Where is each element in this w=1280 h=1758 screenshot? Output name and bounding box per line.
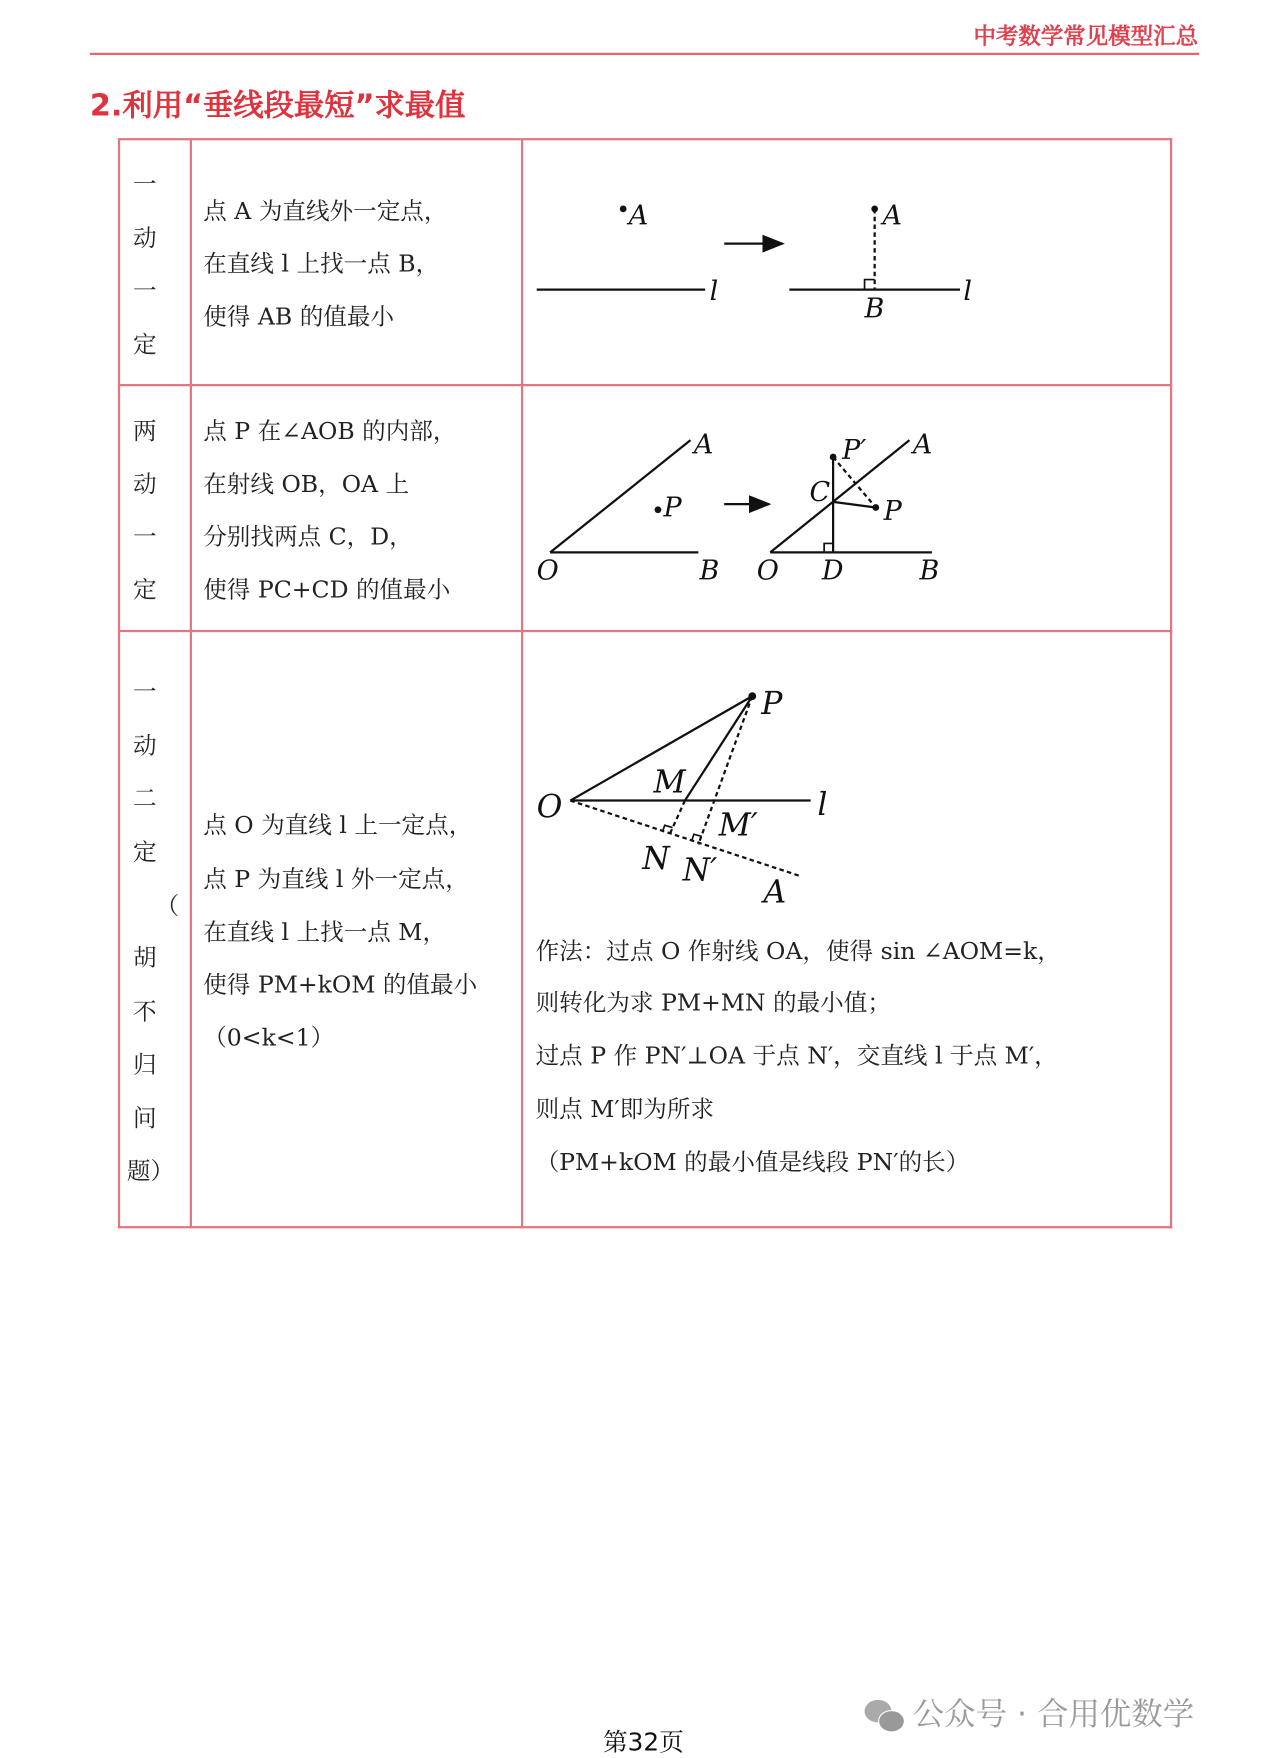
diagram-label: A — [693, 429, 714, 461]
wechat-icon — [865, 1700, 903, 1731]
type-char: 动 — [133, 224, 157, 252]
type-char: 一 — [133, 170, 157, 198]
diagram-label: P — [761, 686, 783, 723]
diagram-row2 — [550, 440, 932, 552]
type-char: 问 — [133, 1104, 157, 1132]
diagram-label: M′ — [718, 807, 758, 844]
type-char: 二 — [133, 784, 157, 812]
type-char: 不 — [133, 998, 157, 1026]
type-char: 一 — [133, 277, 157, 305]
type-char: 胡 — [133, 944, 157, 972]
diagram-label: 公众号 · 合用优数学 — [912, 1695, 1195, 1733]
diagram-label: P — [663, 492, 682, 524]
type-char: 定 — [133, 838, 157, 866]
condition-line: 点 P 在∠AOB 的内部， — [203, 417, 457, 445]
type-char: 归 — [133, 1050, 157, 1078]
type-char: 一 — [133, 678, 157, 706]
diagram-label: N′ — [682, 852, 718, 889]
diagram-label: l — [817, 787, 828, 824]
diagram-label: A — [912, 429, 933, 461]
diagram-label: O — [536, 789, 563, 826]
diagram-label: B — [919, 555, 940, 587]
condition-line: 点 O 为直线 l 上一定点， — [203, 811, 473, 839]
diagram-label: M — [653, 764, 686, 801]
label-l: l — [963, 275, 972, 307]
label-l: l — [709, 275, 719, 307]
type-char: 动 — [133, 470, 157, 498]
type-char: 定 — [133, 331, 157, 359]
page-number: 第32页 — [602, 1729, 684, 1758]
condition-line: 使得 PC+CD 的值最小 — [203, 575, 451, 603]
diagram-label: O — [756, 555, 779, 587]
condition-line: 在直线 l 上找一点 B， — [203, 250, 440, 278]
diagram-row3 — [570, 696, 810, 876]
method-line: （PM+kOM 的最小值是线段 PN′的长） — [535, 1148, 970, 1176]
condition-line: （0<k<1） — [203, 1023, 335, 1051]
label-b: B — [864, 293, 885, 325]
condition-line: 在直线 l 上找一点 M， — [203, 918, 447, 946]
type-char: 两 — [133, 417, 157, 445]
diagram-label: P′ — [842, 435, 867, 467]
condition-line: 在射线 OB，OA 上 — [203, 470, 410, 498]
type-char: 题） — [126, 1157, 175, 1185]
diagram-label: C — [809, 476, 831, 508]
method-line: 则转化为求 PM+MN 的最小值； — [535, 989, 891, 1017]
type-char: 动 — [133, 732, 157, 760]
condition-line: 点 A 为直线外一定点， — [203, 197, 448, 225]
type-char: 定 — [133, 575, 157, 603]
method-line: 作法：过点 O 作射线 OA，使得 sin ∠AOM=k， — [535, 937, 1061, 965]
method-line: 则点 M′即为所求 — [535, 1095, 715, 1123]
diagram-label: D — [821, 555, 844, 587]
label-a: A — [628, 200, 649, 232]
diagram-label: A — [763, 874, 787, 911]
type-char: （ — [155, 892, 180, 920]
diagram-label: N — [642, 841, 670, 878]
condition-line: 分别找两点 C，D， — [203, 523, 413, 551]
watermark — [865, 1690, 1195, 1735]
type-char: 一 — [133, 523, 157, 551]
method-line: 过点 P 作 PN′⊥OA 于点 N′，交直线 l 于点 M′， — [535, 1041, 1058, 1069]
condition-line: 使得 AB 的值最小 — [203, 303, 395, 331]
condition-line: 点 P 为直线 l 外一定点， — [203, 865, 469, 893]
series-title: 中考数学常见模型汇总 — [973, 22, 1199, 50]
section-title: 2.利用“垂线段最短”求最值 — [89, 88, 466, 124]
condition-line: 使得 PM+kOM 的值最小 — [203, 971, 478, 999]
label-a: A — [882, 200, 902, 232]
diagram-label: B — [699, 555, 720, 587]
diagram-label: P — [883, 495, 902, 527]
diagram-label: O — [536, 555, 559, 587]
